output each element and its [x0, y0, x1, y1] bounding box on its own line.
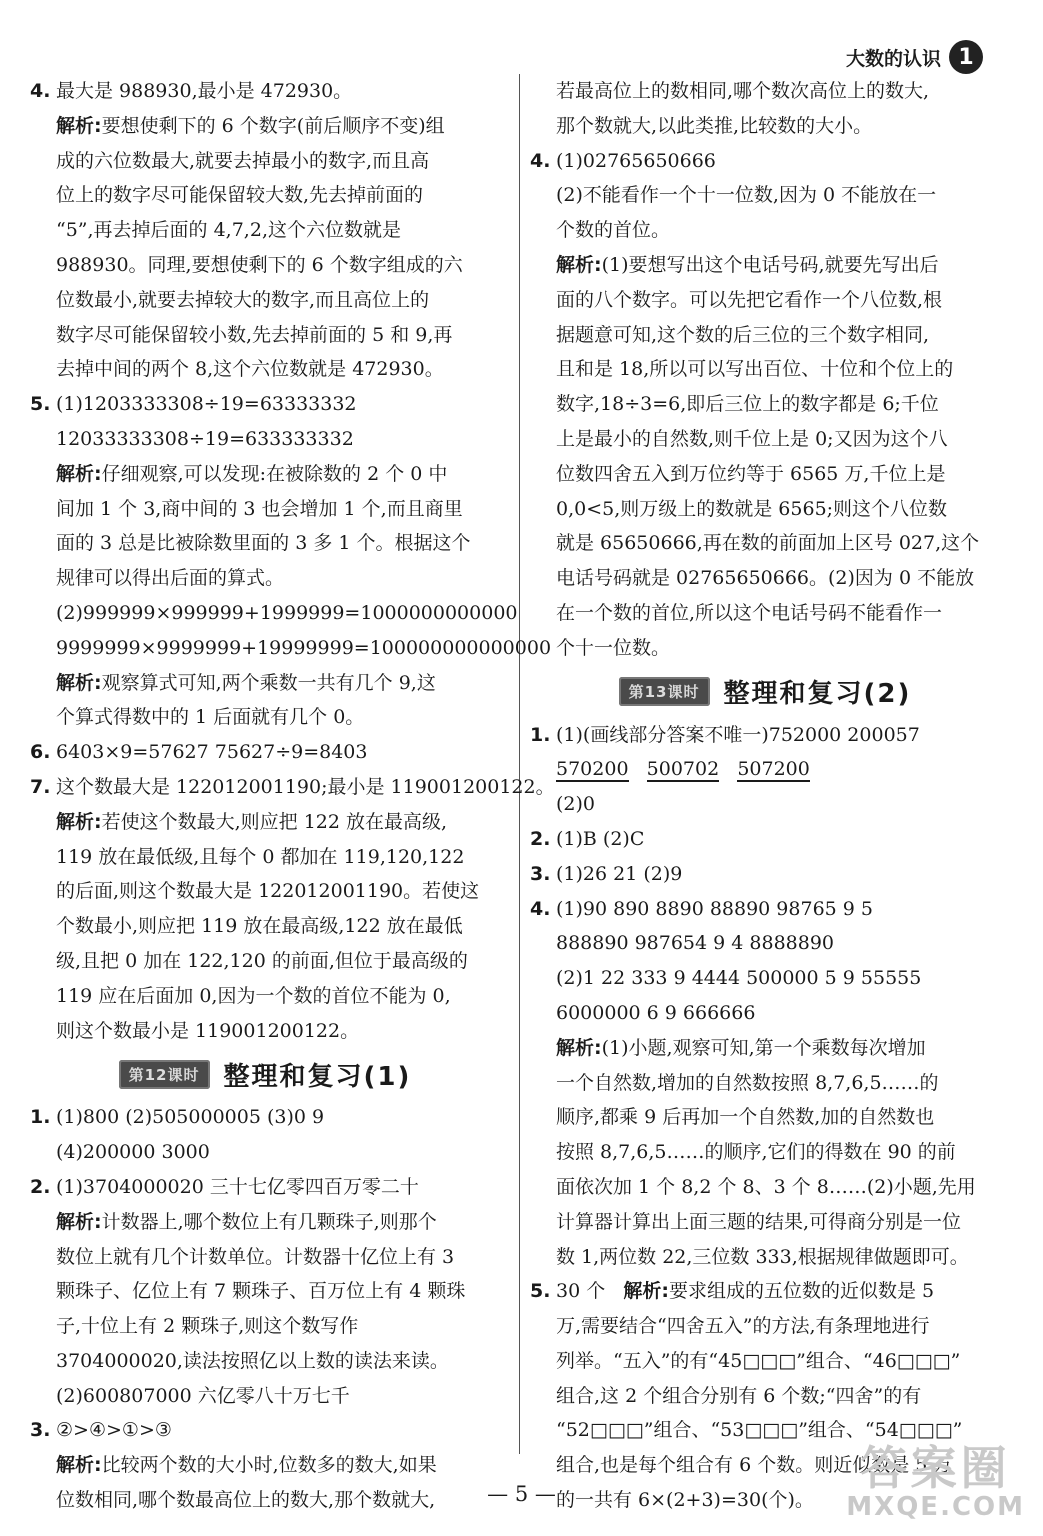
analysis-text: 的一共有 6×(2+3)=30(个)。 [556, 1489, 814, 1512]
analysis-text: 规律可以得出后面的算式。 [56, 567, 285, 590]
answer-text: (1)3704000020 三十七亿零四百万零二十 [56, 1175, 419, 1198]
analysis-text: 就是 65650666,再在数的前面加上区号 027,这个 [556, 532, 980, 555]
analysis-text: 个十一位数。 [556, 636, 671, 659]
section-title: 整理和复习(2) [723, 679, 912, 710]
analysis-text: 组合,也是每个组合有 6 个数。则近似数是 5 万 [556, 1454, 953, 1477]
item-number: 3. [30, 1419, 51, 1442]
item-number: 1. [30, 1106, 51, 1129]
item-number: 3. [530, 862, 551, 885]
answer-text: (2)不能看作一个十一位数,因为 0 不能放在一 [556, 184, 937, 207]
analysis-text: 组合,这 2 个组合分别有 6 个数;“四舍”的有 [556, 1384, 922, 1407]
analysis-text: 按照 8,7,6,5……的顺序,它们的得数在 90 的前 [556, 1141, 956, 1164]
answer-text: (4)200000 3000 [56, 1141, 210, 1164]
item-number: 7. [30, 775, 51, 798]
answer-text: (1)1203333308÷19=63333332 [56, 393, 357, 416]
analysis-text: 则这个数最小是 119001200122。 [56, 1019, 360, 1042]
analysis-text: 个算式得数中的 1 后面就有几个 0。 [56, 706, 365, 729]
item-number: 4. [530, 897, 551, 920]
analysis-text: 级,且把 0 加在 122,120 的前面,但位于最高级的 [56, 949, 468, 972]
analysis-label: 解析: [56, 1454, 102, 1477]
analysis-label: 解析: [623, 1280, 669, 1303]
analysis-text: 电话号码就是 02765650666。(2)因为 0 不能放 [556, 567, 975, 590]
analysis-text: 万,需要结合“四舍五入”的方法,有条理地进行 [556, 1315, 930, 1338]
answer-text: 888890 987654 9 4 8888890 [556, 932, 835, 955]
analysis-text: 要求组成的五位数的近似数是 5 [668, 1280, 935, 1303]
section-heading [530, 666, 1000, 718]
analysis-text: 列举。“五入”的有“45□□□”组合、“46□□□” [556, 1349, 961, 1372]
column-divider [519, 74, 520, 1454]
analysis-text: “52□□□”组合、“53□□□”组合、“54□□□” [556, 1419, 963, 1442]
answer-text: (2)999999×999999+1999999=1000000000000 [56, 601, 518, 624]
answer-text: (1)800 (2)505000005 (3)0 9 [56, 1106, 325, 1129]
answer-text: 9999999×9999999+19999999=100000000000000 [56, 636, 552, 659]
analysis-text: 位数最小,就要去掉较大的数字,而且高位上的 [56, 288, 430, 311]
page-header [846, 40, 983, 74]
analysis-text: 在一个数的首位,所以这个电话号码不能看作一 [556, 601, 943, 624]
chapter-title: 大数的认识 [845, 47, 941, 70]
watermark-logo-text: 答案圈 [860, 1440, 1011, 1495]
analysis-label: 解析: [56, 114, 102, 137]
analysis-text: 若最高位上的数相同,哪个数次高位上的数大, [556, 80, 930, 102]
answer-text: 这个数最大是 122012001190;最小是 119001200122。 [56, 775, 555, 798]
analysis-text: 颗珠子、亿位上有 7 颗珠子、百万位上有 4 颗珠 [56, 1280, 466, 1303]
item-number: 6. [30, 741, 51, 764]
answer-text: (1)02765650666 [556, 149, 716, 172]
item-number: 4. [30, 80, 51, 102]
analysis-label: 解析: [56, 810, 102, 833]
analysis-text: 比较两个数的大小时,位数多的数大,如果 [101, 1454, 437, 1477]
analysis-text: 的后面,则这个数最大是 122012001190。若使这 [56, 880, 480, 903]
section-title: 整理和复习(1) [223, 1061, 412, 1092]
analysis-text: 面的八个数字。可以先把它看作一个八位数,根 [556, 288, 943, 311]
chapter-number-badge: 1 [949, 40, 983, 74]
left-column [30, 74, 555, 1518]
answer-text: (1)B (2)C [556, 827, 645, 850]
analysis-text: 个数最小,则应把 119 放在最高级,122 放在最低 [56, 915, 463, 938]
analysis-text: 据题意可知,这个数的后三位的三个数字相同, [556, 323, 930, 346]
answer-text: 12033333308÷19=633333332 [56, 427, 354, 450]
item-number: 5. [30, 393, 51, 416]
site-watermark [846, 1440, 1025, 1523]
item-number: 4. [530, 149, 551, 172]
analysis-text: 数位上就有几个计数单位。计数器十亿位上有 3 [56, 1245, 455, 1268]
answer-text: ②>④>①>③ [56, 1419, 172, 1442]
analysis-text: 119 放在最低级,且每个 0 都加在 119,120,122 [56, 845, 465, 868]
analysis-text: (1)小题,观察可知,第一个乘数每次增加 [601, 1036, 926, 1059]
item-number: 5. [530, 1280, 551, 1303]
analysis-text: 若使这个数最大,则应把 122 放在最高级, [101, 810, 448, 833]
analysis-text: 那个数就大,以此类推,比较数的大小。 [556, 114, 873, 137]
analysis-text: 数 1,两位数 22,三位数 333,根据规律做题即可。 [556, 1245, 969, 1268]
answer-text: (1)90 890 8890 88890 98765 9 5 [556, 897, 874, 920]
answer-text: (2)0 [556, 793, 596, 816]
analysis-text: 仔细观察,可以发现:在被除数的 2 个 0 中 [101, 462, 448, 485]
lesson-tag: 第13课时 [619, 677, 710, 706]
item-number: 2. [30, 1175, 51, 1198]
answer-text: (1)(画线部分答案不唯一)752000 200057 [556, 723, 920, 746]
analysis-text: “5”,再去掉后面的 4,7,2,这个六位数就是 [56, 219, 401, 242]
analysis-text: 子,十位上有 2 颗珠子,则这个数写作 [56, 1315, 359, 1338]
section-heading [30, 1048, 500, 1100]
analysis-text: 观察算式可知,两个乘数一共有几个 9,这 [101, 671, 436, 694]
underlined-number: 570200 [556, 758, 629, 781]
analysis-label: 解析: [556, 1036, 602, 1059]
analysis-text: 面依次加 1 个 8,2 个 8、3 个 8……(2)小题,先用 [556, 1175, 976, 1198]
analysis-text: 且和是 18,所以可以写出百位、十位和个位上的 [556, 358, 954, 381]
analysis-text: 数字,18÷3=6,即后三位上的数字都是 6;千位 [556, 393, 939, 416]
analysis-label: 解析: [56, 462, 102, 485]
watermark-url: MXQE.COM [846, 1492, 1025, 1523]
lesson-tag: 第12课时 [119, 1060, 210, 1089]
answer-text: 6000000 6 9 666666 [556, 1001, 756, 1024]
item-number: 1. [530, 723, 551, 746]
analysis-text: 要想使剩下的 6 个数字(前后顺序不变)组 [101, 114, 445, 137]
right-column [530, 74, 1000, 1518]
analysis-text: 位数相同,哪个数最高位上的数大,那个数就大, [56, 1489, 436, 1512]
answer-text: (1)26 21 (2)9 [556, 862, 683, 885]
analysis-text: 位数四舍五入到万位约等于 6565 万,千位上是 [556, 462, 946, 485]
analysis-text: 面的 3 总是比被除数里面的 3 多 1 个。根据这个 [56, 532, 471, 555]
analysis-text: (1)要想写出这个电话号码,就要先写出后 [601, 253, 939, 276]
page-number: — 5 — [487, 1482, 556, 1506]
answer-text: 6403×9=57627 75627÷9=8403 [56, 741, 368, 764]
analysis-label: 解析: [56, 671, 102, 694]
answer-text: 30 个 [556, 1280, 606, 1303]
item-number: 2. [530, 827, 551, 850]
underlined-number: 500702 [646, 758, 720, 781]
analysis-text: 988930。同理,要想使剩下的 6 个数字组成的六 [56, 253, 463, 276]
analysis-text: 119 应在后面加 0,因为一个数的首位不能为 0, [56, 984, 451, 1007]
analysis-text: 计数器上,哪个数位上有几颗珠子,则那个 [101, 1210, 437, 1233]
analysis-text: 数字尽可能保留较小数,先去掉前面的 5 和 9,再 [56, 323, 453, 346]
analysis-text: 间加 1 个 3,商中间的 3 也会增加 1 个,而且商里 [56, 497, 463, 520]
analysis-text: 成的六位数最大,就要去掉最小的数字,而且高 [56, 149, 430, 172]
analysis-label: 解析: [56, 1210, 102, 1233]
analysis-text: 一个自然数,增加的自然数按照 8,7,6,5……的 [556, 1071, 939, 1094]
answer-text: (2)1 22 333 9 4444 500000 5 9 55555 [556, 967, 922, 990]
analysis-text: 3704000020,读法按照亿以上数的读法来读。 [56, 1349, 449, 1372]
analysis-label: 解析: [556, 253, 602, 276]
analysis-text: 顺序,都乘 9 后再加一个自然数,加的自然数也 [556, 1106, 935, 1129]
answer-text: (2)600807000 六亿零八十万七千 [56, 1384, 350, 1407]
analysis-text: 位上的数字尽可能保留较大数,先去掉前面的 [56, 184, 424, 207]
analysis-text: 计算器计算出上面三题的结果,可得商分别是一位 [556, 1210, 962, 1233]
answer-text: 个数的首位。 [556, 219, 671, 242]
answer-text: 最大是 988930,最小是 472930。 [56, 80, 353, 102]
analysis-text: 0,0<5,则万级上的数就是 6565;则这个八位数 [556, 497, 948, 520]
analysis-text: 上是最小的自然数,则千位上是 0;又因为这个八 [556, 427, 948, 450]
analysis-text: 去掉中间的两个 8,这个六位数就是 472930。 [56, 358, 444, 381]
underlined-number: 507200 [737, 758, 810, 781]
underlined-answers [530, 752, 1000, 787]
